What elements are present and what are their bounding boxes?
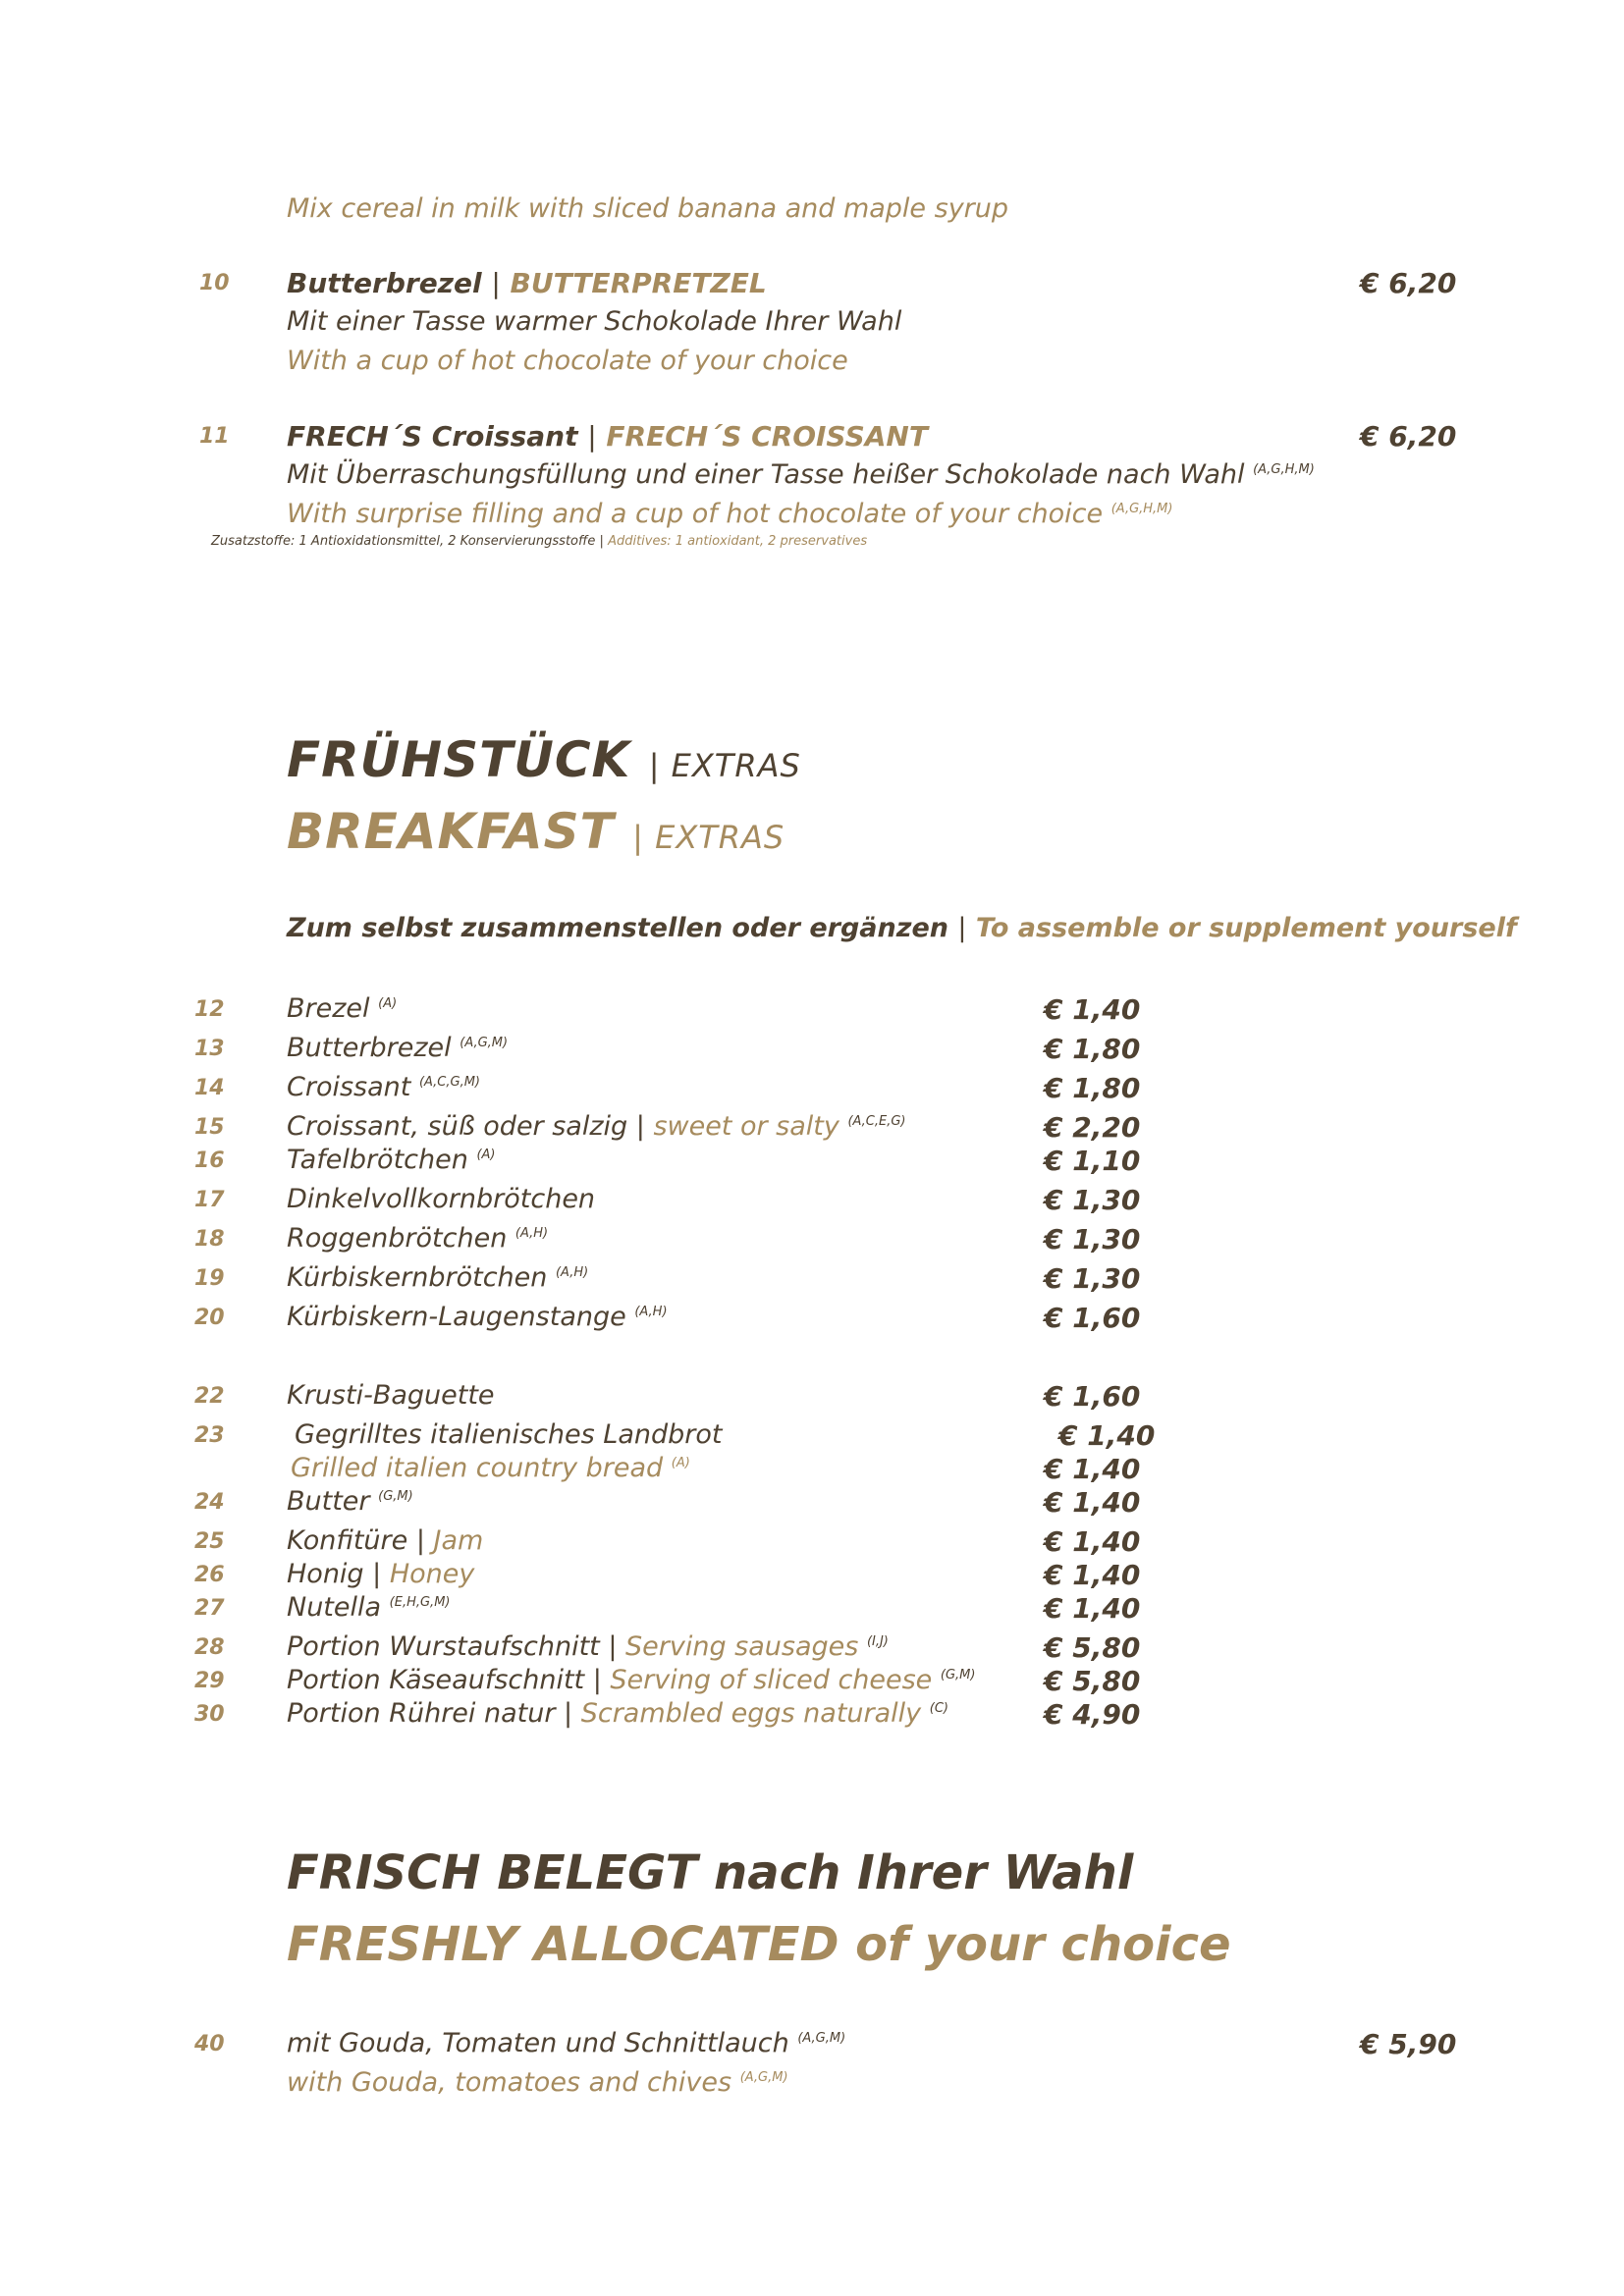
allergens: (A,G,H,M)	[1110, 502, 1173, 516]
allergens: (G,M)	[940, 1668, 976, 1682]
item-number: 19	[194, 1266, 225, 1291]
extras-subtitle	[287, 913, 1517, 943]
heading-main: BREAKFAST	[287, 803, 615, 860]
item-name-de: FRECH´S Croissant	[287, 420, 578, 453]
item-price: € 1,60	[1044, 1302, 1141, 1334]
item-name-line	[287, 1111, 906, 1142]
item-number: 25	[194, 1529, 225, 1554]
item-price: € 1,30	[1044, 1262, 1141, 1295]
title-separator: |	[587, 420, 597, 453]
allergens: (A,G,M)	[460, 1036, 509, 1050]
item-price: € 5,80	[1044, 1665, 1141, 1697]
additives-note	[211, 534, 867, 549]
intro-line: Mix cereal in milk with sliced banana and maple syrup	[287, 193, 1009, 224]
item-title	[287, 267, 767, 299]
allergens: (C)	[929, 1701, 948, 1716]
item-number: 40	[194, 2032, 225, 2056]
item-name-de: Butterbrezel	[287, 1033, 452, 1063]
allergens: (A)	[378, 996, 398, 1011]
item-number: 29	[194, 1669, 225, 1693]
item-name-line	[287, 1302, 668, 1332]
item-desc-en: With a cup of hot chocolate of your choice	[287, 346, 848, 376]
item-name-line	[287, 1380, 495, 1411]
name-separator: |	[555, 1698, 581, 1729]
additives-separator: |	[599, 534, 604, 549]
item-price: € 1,40	[1044, 1592, 1141, 1625]
item-name-de: Gegrilltes italienisches Landbrot	[295, 1419, 723, 1450]
desc-text: with Gouda, tomatoes and chives	[287, 2067, 732, 2098]
item-name-de: Krusti-Baguette	[287, 1380, 495, 1411]
item-name-de: Kürbiskern-Laugenstange	[287, 1302, 626, 1332]
item-name-line	[287, 1145, 496, 1175]
item-name-en: Serving sausages	[625, 1631, 859, 1662]
item-name-line	[295, 1419, 722, 1450]
allergens: (I,J)	[866, 1634, 889, 1649]
item-number: 12	[194, 997, 225, 1022]
allergens: (E,H,G,M)	[389, 1595, 451, 1610]
desc-text: mit Gouda, Tomaten und Schnittlauch	[287, 2028, 789, 2058]
item-name-de: Tafelbrötchen	[287, 1145, 468, 1175]
item-name-de: Roggenbrötchen	[287, 1223, 508, 1254]
item-price: € 1,80	[1044, 1033, 1141, 1065]
item-price: € 1,40	[1044, 1559, 1141, 1591]
extras-title-en	[287, 803, 785, 860]
item-number: 24	[194, 1490, 225, 1515]
allergens: (A,H)	[634, 1305, 668, 1319]
item-price: € 5,90	[1360, 2028, 1457, 2060]
item-name-line	[287, 1631, 889, 1662]
item-price: € 1,40	[1044, 1525, 1141, 1558]
name-separator: |	[407, 1525, 434, 1556]
allergens: (A,G,M)	[797, 2031, 846, 2046]
allergens: (A,C,E,G)	[847, 1114, 906, 1129]
additives-de: Zusatzstoffe: 1 Antioxidationsmittel, 2 Konservierungsstoffe	[211, 534, 596, 549]
item-name-de: Kürbiskernbrötchen	[287, 1262, 548, 1293]
item-number: 15	[194, 1115, 225, 1140]
heading-suffix: | EXTRAS	[632, 819, 785, 856]
item-name-de: Butter	[287, 1486, 370, 1517]
item-name-de: Croissant	[287, 1072, 411, 1102]
item-number: 10	[199, 271, 230, 295]
item-name-de: Croissant, süß oder salzig	[287, 1111, 628, 1142]
allergens: (A,G,M)	[739, 2070, 788, 2085]
item-price: € 1,10	[1044, 1145, 1141, 1177]
item-desc-en	[287, 2067, 788, 2098]
item-number: 11	[199, 424, 230, 449]
item-name-line	[287, 1698, 948, 1729]
name-separator: |	[584, 1665, 611, 1695]
item-name-de: Nutella	[287, 1592, 382, 1623]
item-name-line	[287, 1525, 483, 1556]
additives-en: Additives: 1 antioxidant, 2 preservatives	[608, 534, 868, 549]
item-price: € 4,90	[1044, 1698, 1141, 1731]
item-number: 14	[194, 1076, 225, 1100]
item-number: 20	[194, 1306, 225, 1330]
item-number: 22	[194, 1384, 225, 1409]
item-price: € 1,40	[1058, 1419, 1156, 1452]
item-price: € 1,80	[1044, 1072, 1141, 1104]
item-name-line	[287, 1486, 413, 1517]
item-name-de: Dinkelvollkornbrötchen	[287, 1184, 596, 1214]
item-price: € 1,30	[1044, 1184, 1141, 1216]
allergens: (A,H)	[555, 1265, 589, 1280]
item-name-en: BUTTERPRETZEL	[510, 267, 767, 299]
item-name-line	[287, 1072, 480, 1102]
item-name-line	[291, 1453, 690, 1483]
item-name-de: Portion Rührei natur	[287, 1698, 556, 1729]
item-price: € 1,40	[1044, 993, 1141, 1026]
item-desc-de	[287, 459, 1315, 490]
desc-text: With surprise filling and a cup of hot chocolate of your choice	[287, 499, 1104, 529]
item-number: 13	[194, 1037, 225, 1061]
item-name-en: Grilled italien country bread	[291, 1453, 664, 1483]
fresh-title-en: FRESHLY ALLOCATED of your choice	[287, 1917, 1231, 1972]
item-number: 30	[194, 1702, 225, 1727]
item-name-line	[287, 1559, 474, 1589]
item-name-de: Portion Wurstaufschnitt	[287, 1631, 600, 1662]
item-price: € 6,20	[1360, 420, 1457, 453]
heading-main: FRÜHSTÜCK	[287, 731, 631, 788]
item-name-en: FRECH´S CROISSANT	[606, 420, 928, 453]
name-separator: |	[599, 1631, 626, 1662]
item-number: 28	[194, 1635, 225, 1660]
item-number: 18	[194, 1227, 225, 1252]
item-name-line	[287, 1262, 588, 1293]
title-separator: |	[491, 267, 501, 299]
item-name-de: Butterbrezel	[287, 267, 482, 299]
item-desc-en	[287, 499, 1172, 529]
item-price: € 5,80	[1044, 1631, 1141, 1664]
item-name-de: Konfitüre	[287, 1525, 408, 1556]
subtitle-separator: |	[957, 913, 967, 943]
item-name-line	[287, 1223, 548, 1254]
item-name-en: Honey	[389, 1559, 475, 1589]
item-desc-de	[287, 2028, 845, 2058]
item-name-line	[287, 1033, 508, 1063]
allergens: (A)	[476, 1148, 496, 1162]
item-name-de: Brezel	[287, 993, 370, 1024]
allergens: (A,H)	[514, 1226, 549, 1241]
item-name-line	[287, 1592, 450, 1623]
allergens: (A,G,H,M)	[1253, 462, 1315, 477]
item-name-en: sweet or salty	[653, 1111, 839, 1142]
subtitle-en: To assemble or supplement yourself	[975, 913, 1517, 943]
item-price: € 1,30	[1044, 1223, 1141, 1255]
item-name-line	[287, 1184, 595, 1214]
item-price: € 2,20	[1044, 1111, 1141, 1144]
name-separator: |	[363, 1559, 390, 1589]
item-number: 26	[194, 1563, 225, 1587]
fresh-title-de: FRISCH BELEGT nach Ihrer Wahl	[287, 1845, 1134, 1900]
item-name-en: Serving of sliced cheese	[610, 1665, 933, 1695]
item-price: € 1,60	[1044, 1380, 1141, 1413]
desc-text: Mit Überraschungsfüllung und einer Tasse heißer Schokolade nach Wahl	[287, 459, 1245, 490]
item-number: 16	[194, 1148, 225, 1173]
allergens: (A,C,G,M)	[418, 1075, 480, 1090]
item-number: 17	[194, 1188, 225, 1212]
item-price: € 6,20	[1360, 267, 1457, 299]
allergens: (G,M)	[378, 1489, 413, 1504]
item-name-en: Jam	[433, 1525, 484, 1556]
item-name-line	[287, 1665, 975, 1695]
item-title	[287, 420, 928, 453]
item-name-en: Scrambled eggs naturally	[580, 1698, 922, 1729]
item-number: 27	[194, 1596, 225, 1621]
item-name-de: Portion Käseaufschnitt	[287, 1665, 585, 1695]
subtitle-de: Zum selbst zusammenstellen oder ergänzen	[287, 913, 948, 943]
extras-title-de	[287, 731, 801, 788]
item-name-de: Honig	[287, 1559, 364, 1589]
name-separator: |	[627, 1111, 654, 1142]
heading-suffix: | EXTRAS	[648, 747, 801, 784]
item-price: € 1,40	[1044, 1453, 1141, 1485]
allergens: (A)	[671, 1456, 690, 1470]
item-number: 23	[194, 1423, 225, 1448]
item-desc-de: Mit einer Tasse warmer Schokolade Ihrer Wahl	[287, 306, 902, 337]
item-price: € 1,40	[1044, 1486, 1141, 1519]
item-name-line	[287, 993, 397, 1024]
